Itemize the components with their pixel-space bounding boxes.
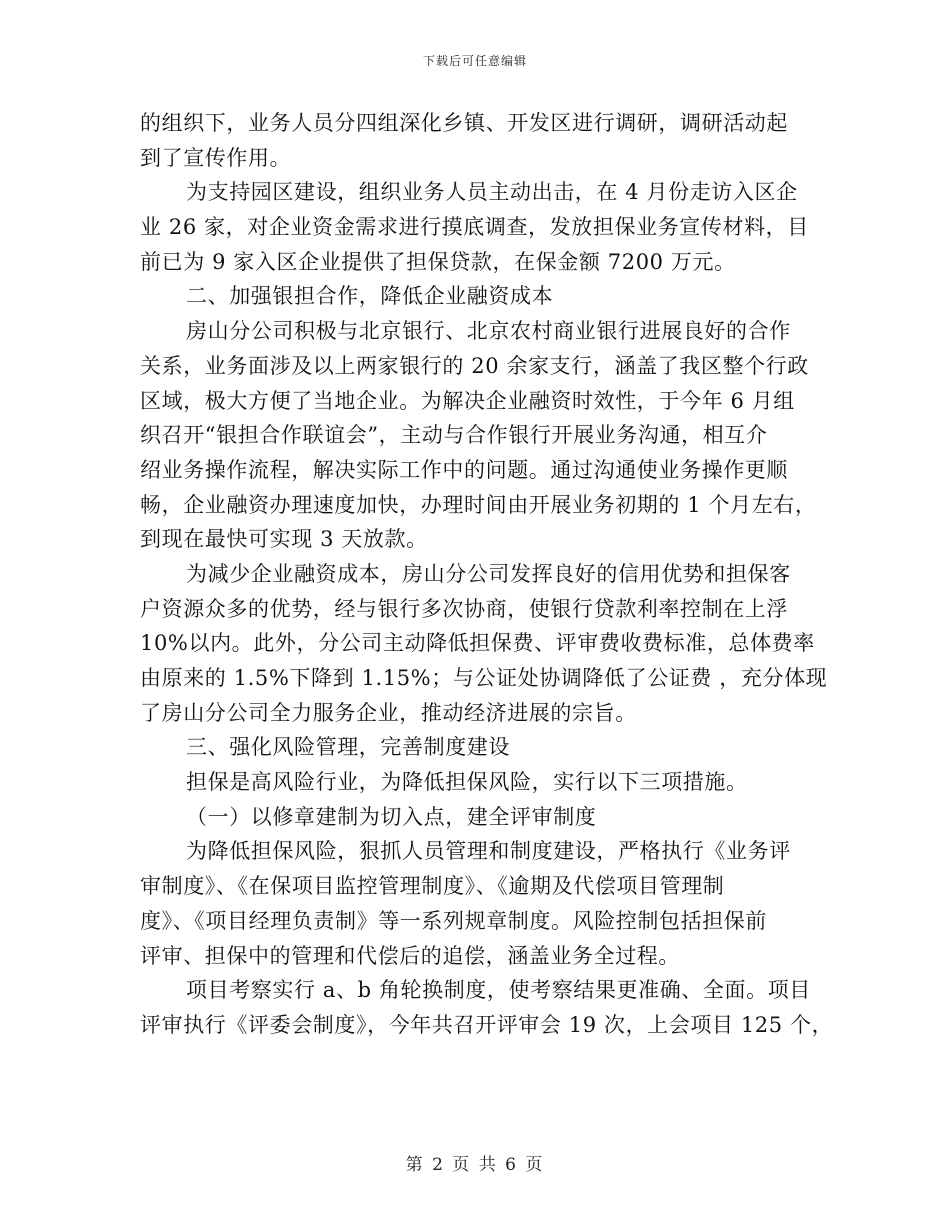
text-line: （一）以修章建制为切入点，建全评审制度 <box>186 804 597 829</box>
text-line: 度》、《项目经理负责制》等一系列规章制度。风险控制包括担保前 <box>140 908 767 933</box>
document-body <box>140 106 834 1043</box>
text-line: 到了宣传作用。 <box>140 145 292 170</box>
text-line: 绍业务操作流程，解决实际工作中的问题。通过沟通使业务操作更顺 <box>140 457 788 482</box>
text-line: 织召开“银担合作联谊会”，主动与合作银行开展业务沟通，相互介 <box>140 423 768 448</box>
text-line: 到现在最快可实现 3 天放款。 <box>140 527 428 552</box>
text-line: 前已为 9 家入区企业提供了担保贷款，在保金额 7200 万元。 <box>140 249 736 274</box>
text-line: 评审、担保中的管理和代偿后的追偿，涵盖业务全过程。 <box>140 943 680 968</box>
text-line: 为支持园区建设，组织业务人员主动出击，在 4 月份走访入区企 <box>186 180 798 205</box>
text-line: 户资源众多的优势，经与银行多次协商，使银行贷款利率控制在上浮 <box>140 596 788 621</box>
text-line: 房山分公司积极与北京银行、北京农村商业银行进展良好的合作 <box>186 319 791 344</box>
text-line: 业 26 家，对企业资金需求进行摸底调查，发放担保业务宣传材料，目 <box>140 215 809 240</box>
text-line: 三、强化风险管理，完善制度建设 <box>186 735 510 760</box>
text-line: 畅，企业融资办理速度加快，办理时间由开展业务初期的 1 个月左右， <box>140 492 817 517</box>
text-line: 由原来的 1.5%下降到 1.15%；与公证处协调降低了公证费 ，充分体现 <box>140 666 828 690</box>
text-line: 项目考察实行 a、b 角轮换制度，使考察结果更准确、全面。项目 <box>186 978 811 1003</box>
text-line: 评审执行《评委会制度》，今年共召开评审会 19 次，上会项目 125 个， <box>140 1012 834 1037</box>
page-footer: 第 2 页 共 6 页 <box>405 1155 545 1175</box>
text-line: 为减少企业融资成本，房山分公司发挥良好的信用优势和担保客 <box>186 561 791 586</box>
text-line: 担保是高风险行业，为降低担保风险，实行以下三项措施。 <box>186 770 748 795</box>
text-line: 为降低担保风险，狠抓人员管理和制度建设，严格执行《业务评 <box>186 839 791 864</box>
text-line: 了房山分公司全力服务企业，推动经济进展的宗旨。 <box>140 700 637 725</box>
text-line: 审制度》、《在保项目监控管理制度》、《逾期及代偿项目管理制 <box>140 874 725 899</box>
text-line: 二、加强银担合作，降低企业融资成本 <box>186 284 554 309</box>
text-line: 区域，极大方便了当地企业。为解决企业融资时效性，于今年 6 月组 <box>140 388 795 413</box>
text-line: 的组织下，业务人员分四组深化乡镇、开发区进行调研，调研活动起 <box>140 111 788 135</box>
text-line: 10%以内。此外，分公司主动降低担保费、评审费收费标准，总体费率 <box>140 631 815 656</box>
text-line: 关系，业务面涉及以上两家银行的 20 余家支行，涵盖了我区整个行政 <box>140 353 809 378</box>
page-header: 下载后可任意编辑 <box>422 54 527 68</box>
